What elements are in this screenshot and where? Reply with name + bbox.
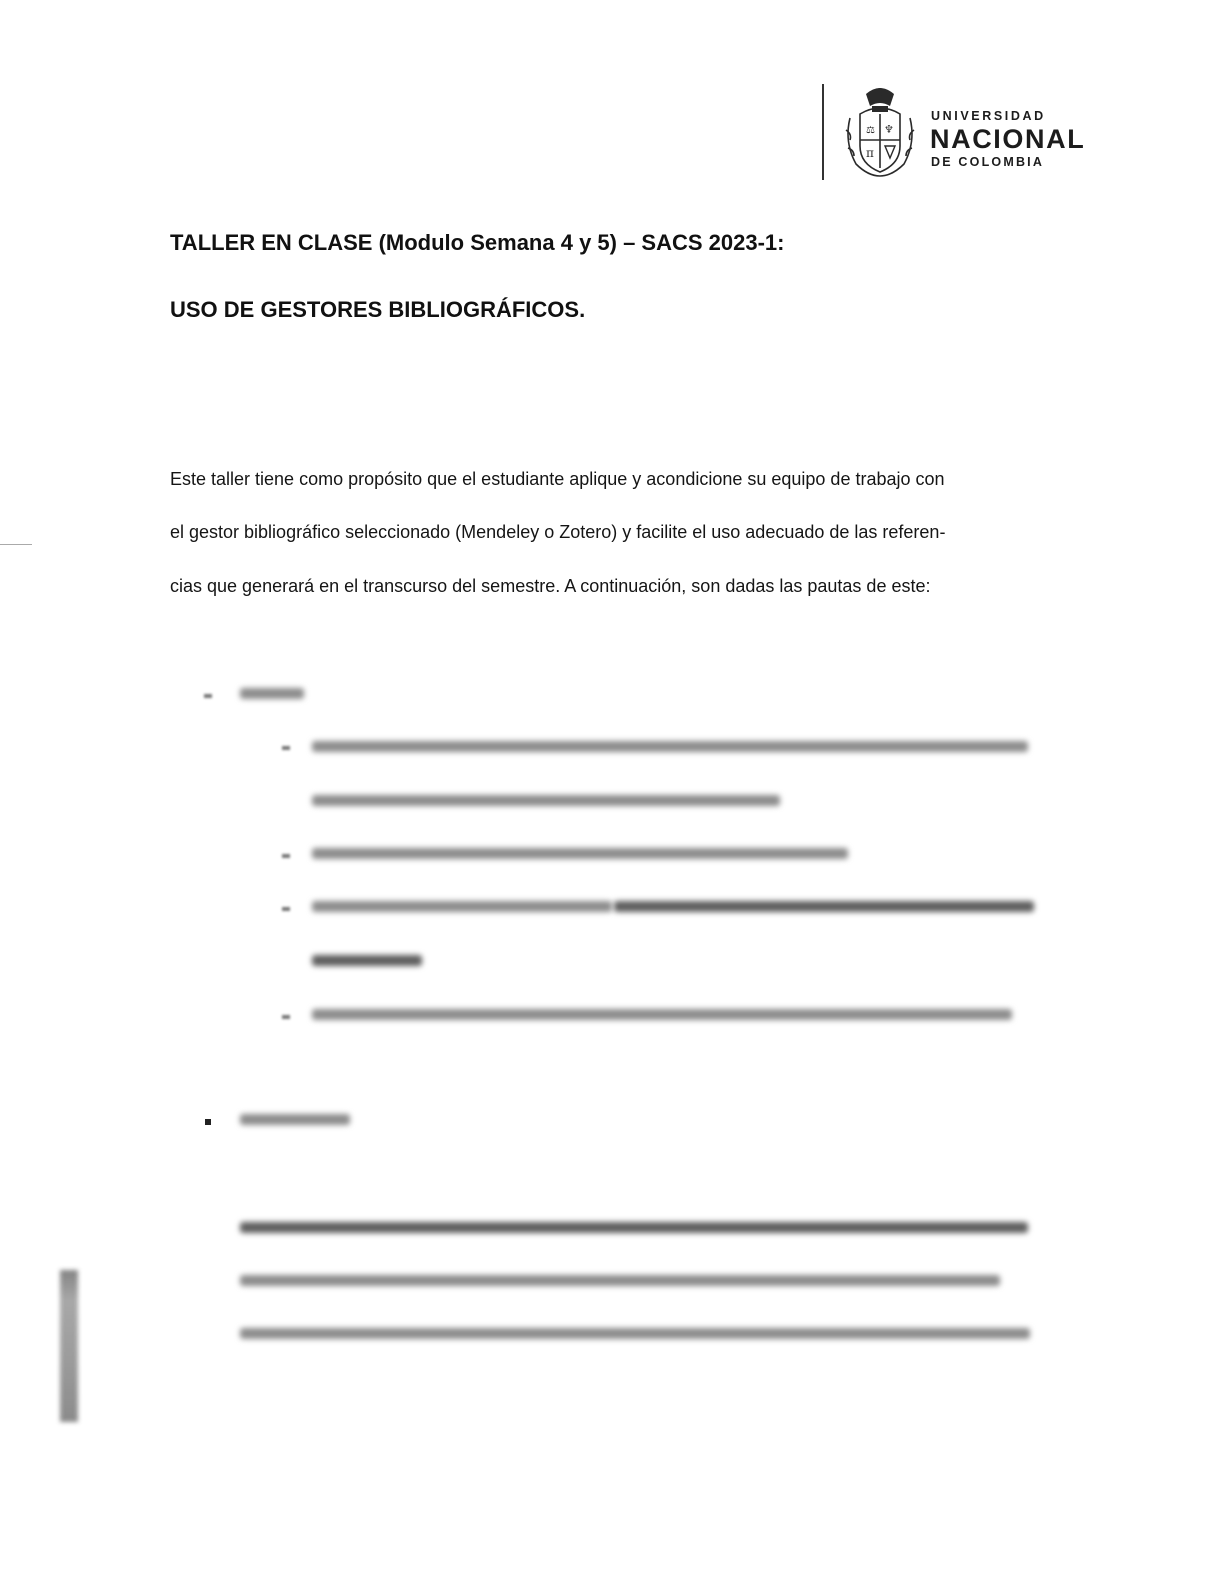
blurred-text-line <box>312 901 612 912</box>
blurred-heading <box>240 688 304 699</box>
document-title: TALLER EN CLASE (Modulo Semana 4 y 5) – SACS 2023-1: <box>170 230 785 255</box>
sub-bullet-marker <box>282 746 290 750</box>
blurred-text-line <box>240 1275 1000 1286</box>
blurred-text-line <box>240 1222 1028 1233</box>
bullet-marker <box>205 1119 211 1125</box>
blurred-text-line <box>240 1328 1030 1339</box>
bullet-marker <box>204 694 212 698</box>
blurred-text-line <box>312 795 780 806</box>
logo-line-universidad: UNIVERSIDAD <box>931 109 1046 123</box>
svg-text:♆: ♆ <box>884 123 894 136</box>
university-crest-icon <box>842 84 918 180</box>
sub-bullet-marker <box>282 854 290 858</box>
blurred-text-line <box>614 901 1034 912</box>
intro-line-1: Este taller tiene como propósito que el estudiante aplique y acondicione su equipo de trabajo con <box>170 469 945 489</box>
logo-divider <box>822 84 824 180</box>
blurred-heading <box>240 1114 350 1125</box>
margin-annotation-strip <box>60 1270 78 1422</box>
logo-line-nacional: NACIONAL <box>930 124 1086 154</box>
document-subtitle: USO DE GESTORES BIBLIOGRÁFICOS. <box>170 297 586 322</box>
svg-text:π: π <box>866 146 874 160</box>
intro-line-2: el gestor bibliográfico seleccionado (Mendeley o Zotero) y facilite el uso adecuado de las referen- <box>170 522 946 542</box>
blurred-text-line <box>312 741 1028 752</box>
svg-text:⚖: ⚖ <box>866 125 875 136</box>
logo-line-de-colombia: DE COLOMBIA <box>931 155 1045 169</box>
blurred-text-line <box>312 955 422 966</box>
sub-bullet-marker <box>282 907 290 911</box>
margin-mark <box>0 544 32 545</box>
blurred-text-line <box>312 848 848 859</box>
intro-line-3: cias que generará en el transcurso del semestre. A continuación, son dadas las pautas de este: <box>170 576 931 596</box>
blurred-text-line <box>312 1009 1012 1020</box>
university-wordmark <box>931 108 1085 170</box>
sub-bullet-marker <box>282 1015 290 1019</box>
